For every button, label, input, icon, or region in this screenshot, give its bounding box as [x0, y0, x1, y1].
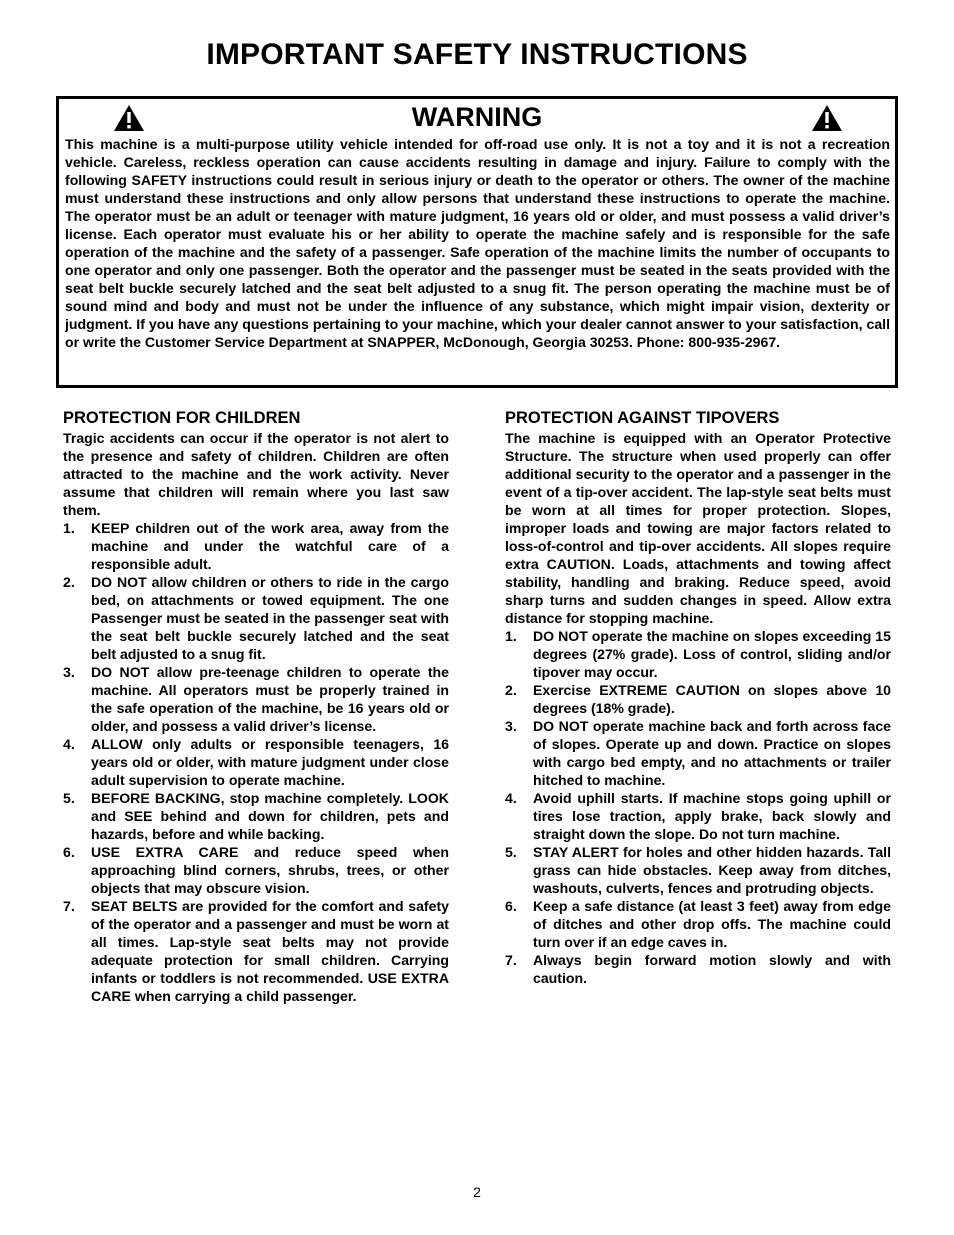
list-item [63, 897, 449, 1005]
list-item-number: 6. [505, 898, 517, 914]
list-item [63, 663, 449, 735]
warning-text: This machine is a multi-purpose utility vehicle intended for off-road use only. It is not a toy and it is not a recreation vehicle. Careless, reckless operation can cause accidents resulting in damage and injury. Failure to comply with the following SAFETY instructions could result in serious injury or death to the operator or others. The owner of the machine must understand these instructions and only allow persons that understand these instructions to operate the machine. The operator must be an adult or teenager with mature judgment, 16 years old or older, and must possess a valid driver’s license. Each operator must evaluate his or her ability to operate the machine safely and is responsible for the safe operation of the machine and the safety of a passenger. Safe operation of the machine limits the number of occupants to one operator and only one passenger. Both the operator and the passenger must be seated in the seats provided with the seat belt buckle securely latched and the seat belt adjusted to a snug fit. The person operating the machine must be of sound mind and body and must not be under the influence of any substance, which might impair vision, dexterity or judgment. If you have any questions pertaining to your machine, which your dealer cannot answer to your satisfaction, call or write the Customer Service Department at SNAPPER, McDonough, Georgia 30253. Phone: 800-935-2967. [65, 136, 890, 350]
list-item-text: Avoid uphill starts. If machine stops going uphill or tires lose traction, apply brake, back slowly and straight down the slope. Do not turn machine. [533, 790, 891, 842]
list-item-number: 4. [63, 736, 75, 752]
list-item-number: 7. [505, 952, 517, 968]
list-item-text: DO NOT allow pre-teenage children to operate the machine. All operators must be properly trained in the safe operation of the machine, be 16 years old or older, and possess a valid driver’s license. [91, 664, 449, 734]
list-item-number: 5. [505, 844, 517, 860]
tipovers-section [505, 407, 891, 987]
children-list [63, 519, 449, 1005]
list-item-text: ALLOW only adults or responsible teenagers, 16 years old or older, with mature judgment under close adult supervision to operate machine. [91, 736, 449, 788]
children-heading: PROTECTION FOR CHILDREN [63, 409, 301, 427]
list-item [505, 717, 891, 789]
list-item [505, 627, 891, 681]
list-item [63, 843, 449, 897]
list-item-text: DO NOT operate the machine on slopes exceeding 15 degrees (27% grade). Loss of control, sliding and/or tipover may occur. [533, 628, 891, 680]
list-item-text: DO NOT allow children or others to ride in the cargo bed, on attachments or towed equipment. The one Passenger must be seated in the passenger seat with the seat belt buckle securely latched and the seat belt adjusted to a snug fit. [91, 574, 449, 662]
list-item-text: Always begin forward motion slowly and with caution. [533, 952, 891, 986]
list-item-number: 6. [63, 844, 75, 860]
list-item [505, 897, 891, 951]
warning-title: WARNING [411, 102, 543, 132]
list-item [505, 789, 891, 843]
list-item-text: DO NOT operate machine back and forth across face of slopes. Operate up and down. Practice on slopes with cargo bed empty, and no attachments or trailer hitched to machine. [533, 718, 891, 788]
page-number: 2 [473, 1184, 481, 1200]
list-item-number: 2. [63, 574, 75, 590]
warning-box [56, 96, 898, 388]
list-item [63, 573, 449, 663]
list-item-number: 1. [63, 520, 75, 536]
list-item-text: Exercise EXTREME CAUTION on slopes above 10 degrees (18% grade). [533, 682, 891, 716]
list-item [505, 951, 891, 987]
warning-triangle-icon [113, 104, 145, 132]
list-item-text: STAY ALERT for holes and other hidden hazards. Tall grass can hide obstacles. Keep away from ditches, washouts, culverts, fences and protruding objects. [533, 844, 891, 896]
list-item [505, 843, 891, 897]
list-item-text: KEEP children out of the work area, away from the machine and under the watchful care of a responsible adult. [91, 520, 449, 572]
list-item-number: 3. [505, 718, 517, 734]
list-item-text: BEFORE BACKING, stop machine completely. LOOK and SEE behind and down for children, pets and hazards, before and while backing. [91, 790, 449, 842]
list-item-text: USE EXTRA CARE and reduce speed when approaching blind corners, shrubs, trees, or other objects that may obscure vision. [91, 844, 449, 896]
list-item-text: SEAT BELTS are provided for the comfort and safety of the operator and a passenger and must be worn at all times. Lap-style seat belts may not provide adequate protection for small children. Carrying infants or toddlers is not recommended. USE EXTRA CARE when carrying a child passenger. [91, 898, 449, 1004]
list-item-number: 2. [505, 682, 517, 698]
list-item-number: 7. [63, 898, 75, 914]
list-item-number: 1. [505, 628, 517, 644]
list-item [505, 681, 891, 717]
page-title: IMPORTANT SAFETY INSTRUCTIONS [206, 38, 748, 71]
children-section [63, 407, 449, 1005]
list-item-number: 5. [63, 790, 75, 806]
tipovers-intro: The machine is equipped with an Operator Protective Structure. The structure when used properly can offer additional security to the operator and a passenger in the event of a tip-over accident. The lap-style seat belts must be worn at all times for proper protection. Slopes, improper loads and towing are major factors related to loss-of-control and tip-over accidents. All slopes require extra CAUTION. Loads, attachments and towing affect stability, handling and braking. Reduce speed, avoid sharp turns and sudden changes in speed. Allow extra distance for stopping machine. [505, 430, 891, 626]
list-item [63, 519, 449, 573]
list-item [63, 735, 449, 789]
list-item [63, 789, 449, 843]
list-item-number: 4. [505, 790, 517, 806]
tipovers-list [505, 627, 891, 987]
warning-header [59, 99, 895, 135]
list-item-number: 3. [63, 664, 75, 680]
tipovers-heading: PROTECTION AGAINST TIPOVERS [505, 409, 780, 427]
children-intro: Tragic accidents can occur if the operator is not alert to the presence and safety of children. Children are often attracted to the machine and the work activity. Never assume that children will remain where you last saw them. [63, 430, 449, 518]
list-item-text: Keep a safe distance (at least 3 feet) away from edge of ditches and other drop offs. The machine could turn over if an edge caves in. [533, 898, 891, 950]
warning-triangle-icon [811, 104, 843, 132]
